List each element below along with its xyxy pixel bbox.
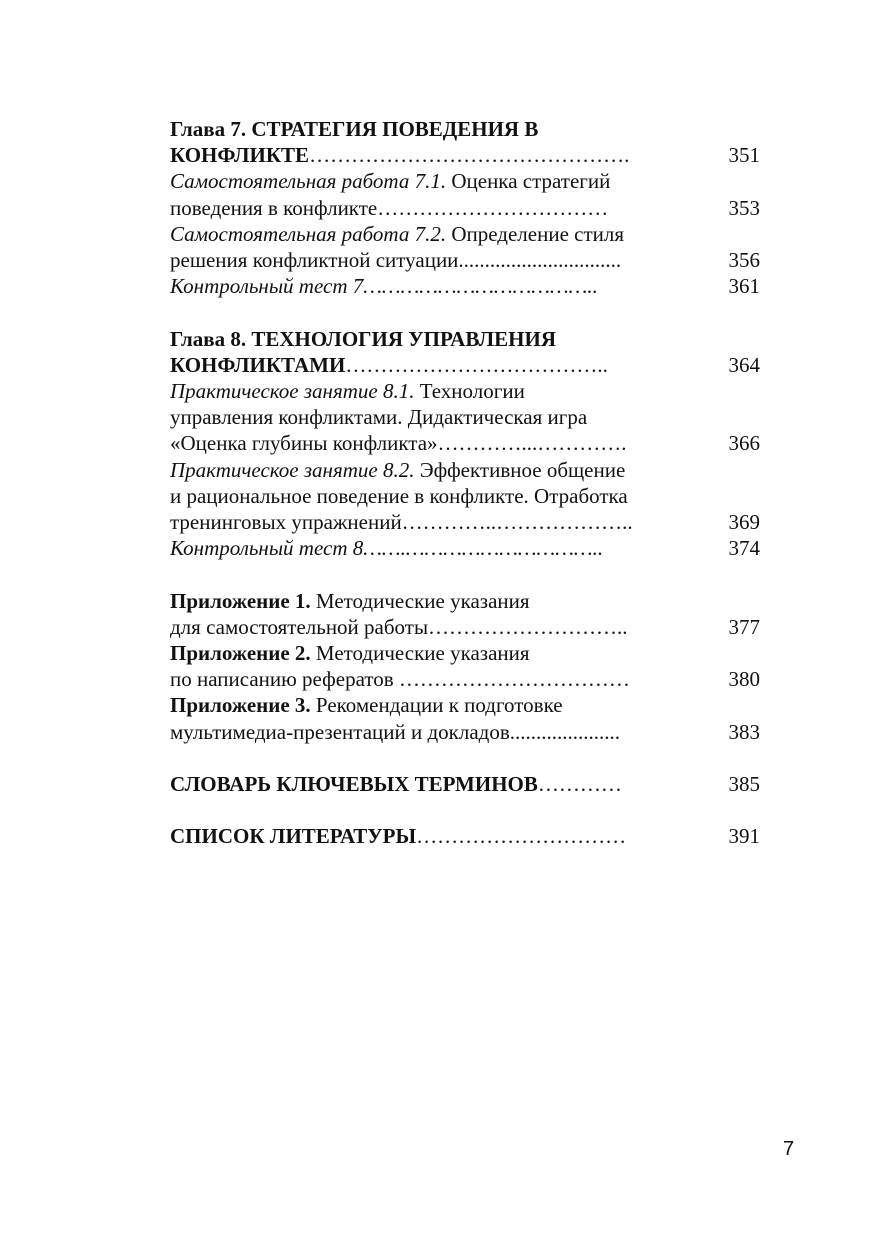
entry-text: управления конфликтами. Дидактическая игра bbox=[170, 405, 588, 430]
toc-entry-chapter-7[interactable] bbox=[170, 142, 760, 168]
page-ref: 364 bbox=[728, 352, 760, 377]
entry-text: мультимедиа-презентаций и докладов..................... bbox=[170, 719, 621, 744]
leader: ………………………… bbox=[416, 824, 627, 849]
toc-entry-appendix-1[interactable] bbox=[170, 614, 760, 640]
entry-text: решения конфликтной ситуации............................... bbox=[170, 248, 622, 273]
entry-pz-8-2 bbox=[170, 457, 760, 483]
page-ref: 353 bbox=[728, 195, 760, 220]
chapter-7-title-cont: КОНФЛИКТЕ bbox=[170, 143, 310, 168]
page-ref: 383 bbox=[728, 719, 760, 744]
leader: ………… bbox=[537, 772, 622, 797]
chapter-8-title: Глава 8. ТЕХНОЛОГИЯ УПРАВЛЕНИЯ bbox=[170, 326, 557, 351]
page-ref: 385 bbox=[728, 772, 760, 797]
entry-text: Методические указания bbox=[310, 641, 530, 666]
leader: ……………………………….. bbox=[345, 352, 608, 377]
entry-sr-7-2 bbox=[170, 221, 760, 247]
glossary-title: СЛОВАРЬ КЛЮЧЕВЫХ ТЕРМИНОВ bbox=[170, 772, 538, 797]
toc-entry-appendix-3[interactable] bbox=[170, 719, 760, 745]
entry-text: Контрольный тест 7……………………………….. bbox=[170, 274, 598, 299]
entry-text: Контрольный тест 8…….………………………….. bbox=[170, 536, 604, 561]
entry-appendix-1 bbox=[170, 588, 760, 614]
entry-appendix-2 bbox=[170, 640, 760, 666]
entry-text: и рациональное поведение в конфликте. Отработка bbox=[170, 483, 628, 508]
entry-label: Практическое занятие 8.2. bbox=[170, 457, 415, 482]
page-ref: 361 bbox=[728, 274, 760, 299]
table-of-contents bbox=[170, 116, 760, 850]
entry-label: Самостоятельная работа 7.1. bbox=[170, 169, 447, 194]
chapter-8-title-cont: КОНФЛИКТАМИ bbox=[170, 352, 346, 377]
entry-text: Оценка стратегий bbox=[446, 169, 611, 194]
page-number: 7 bbox=[783, 1138, 795, 1160]
entry-label: Приложение 2. bbox=[170, 641, 311, 666]
entry-label: Практическое занятие 8.1. bbox=[170, 379, 415, 404]
leader: ………………………………………. bbox=[309, 143, 630, 168]
toc-entry-references[interactable] bbox=[170, 823, 760, 849]
entry-pz-8-1 bbox=[170, 378, 760, 404]
entry-text: по написанию рефератов …………………………… bbox=[170, 667, 630, 692]
toc-entry-test-8[interactable] bbox=[170, 535, 760, 561]
page-ref: 374 bbox=[728, 536, 760, 561]
entry-text: тренинговых упражнений…………..……………….. bbox=[170, 510, 633, 535]
toc-entry-pz-8-1[interactable] bbox=[170, 430, 760, 456]
entry-text: Рекомендации к подготовке bbox=[310, 693, 563, 718]
entry-label: Приложение 3. bbox=[170, 693, 311, 718]
chapter-7-title: Глава 7. СТРАТЕГИЯ ПОВЕДЕНИЯ В bbox=[170, 117, 539, 141]
entry-text: «Оценка глубины конфликта»…………...…………. bbox=[170, 431, 627, 456]
entry-appendix-3 bbox=[170, 692, 760, 718]
toc-entry-chapter-8[interactable] bbox=[170, 352, 760, 378]
page-ref: 377 bbox=[728, 614, 760, 639]
page-ref: 380 bbox=[728, 667, 760, 692]
entry-text: Методические указания bbox=[310, 588, 530, 613]
page-ref: 391 bbox=[728, 824, 760, 849]
toc-entry-sr-7-2[interactable] bbox=[170, 247, 760, 273]
entry-text: Определение стиля bbox=[446, 221, 625, 246]
entry-text: Технологии bbox=[414, 379, 525, 404]
toc-entry-glossary[interactable] bbox=[170, 771, 760, 797]
entry-text: поведения в конфликте…………………………… bbox=[170, 195, 609, 220]
toc-entry-pz-8-2[interactable] bbox=[170, 509, 760, 535]
toc-entry-sr-7-1[interactable] bbox=[170, 195, 760, 221]
entry-sr-7-1 bbox=[170, 168, 760, 194]
entry-label: Приложение 1. bbox=[170, 588, 311, 613]
page-ref: 369 bbox=[728, 510, 760, 535]
page-ref: 356 bbox=[728, 248, 760, 273]
toc-entry-appendix-2[interactable] bbox=[170, 666, 760, 692]
toc-entry-test-7[interactable] bbox=[170, 273, 760, 299]
references-title: СПИСОК ЛИТЕРАТУРЫ bbox=[170, 824, 417, 849]
entry-text: Эффективное общение bbox=[414, 457, 626, 482]
entry-label: Самостоятельная работа 7.2. bbox=[170, 221, 447, 246]
page-ref: 366 bbox=[728, 431, 760, 456]
page-ref: 351 bbox=[728, 143, 760, 168]
entry-text: для самостоятельной работы……………………….. bbox=[170, 614, 628, 639]
